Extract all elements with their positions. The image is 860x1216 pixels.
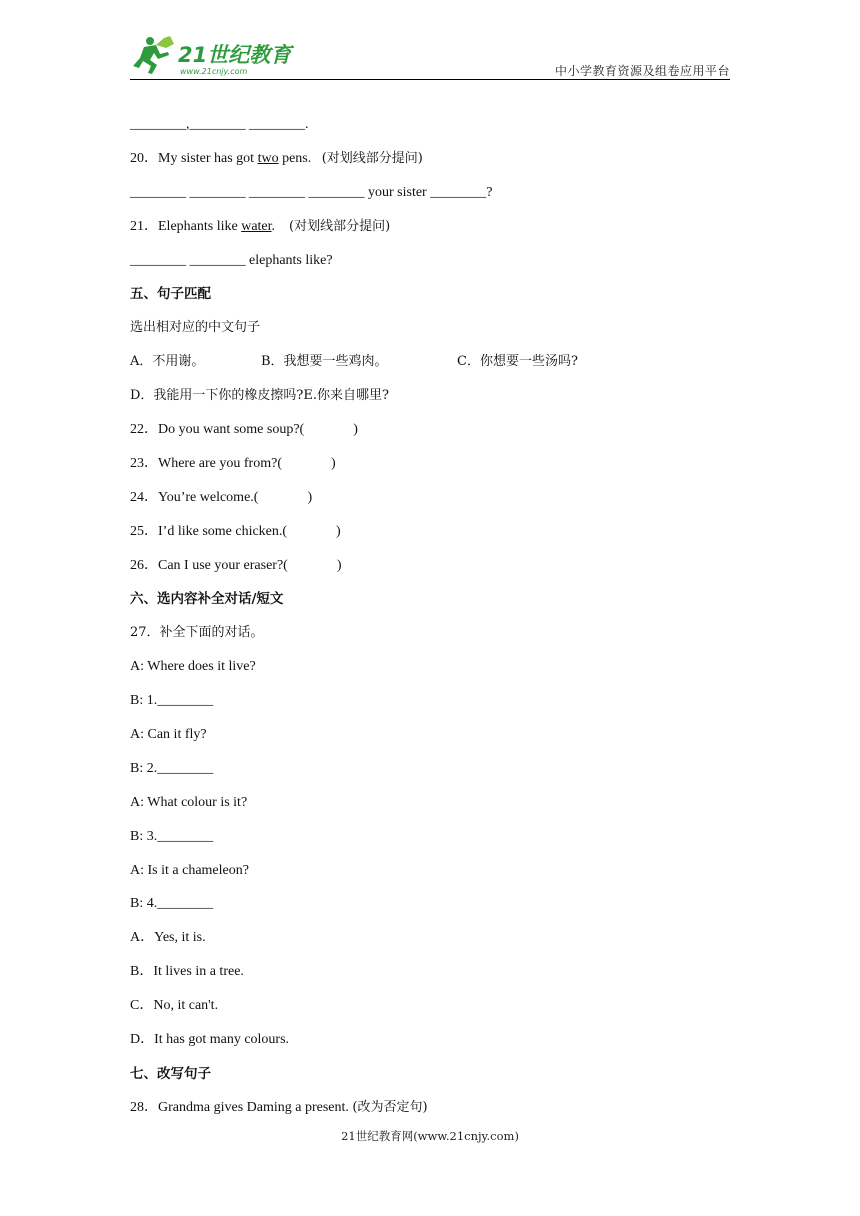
21cnjy-logo xyxy=(130,32,330,78)
dialogue-line: B: 3.________ xyxy=(130,828,214,844)
option-c: C．你想要一些汤吗? xyxy=(457,354,578,370)
question-27: 27．补全下面的对话。 xyxy=(130,625,264,641)
question-24: 24．You’re welcome.( ) xyxy=(130,489,313,505)
svg-text:www.21cnjy.com: www.21cnjy.com xyxy=(180,67,248,76)
question-20: 20．My sister has got two pens. (对划线部分提问) xyxy=(130,150,423,166)
option-b: B．我想要一些鸡肉。 xyxy=(261,354,388,370)
question-21: 21．Elephants like water. (对划线部分提问) xyxy=(130,218,391,234)
question-23: 23．Where are you from?( ) xyxy=(130,455,336,471)
option-row xyxy=(130,351,730,385)
section-heading: 五、句子匹配 xyxy=(130,286,211,303)
instruction-note: (对划线部分提问) xyxy=(289,218,391,234)
section-heading: 七、改写句子 xyxy=(130,1065,211,1082)
section-heading: 六、选内容补全对话/短文 xyxy=(130,591,284,608)
answer-blank-line: ________ ________ ________ ________ your sister ________? xyxy=(130,184,493,200)
underlined-word: water xyxy=(241,218,272,234)
question-25: 25．I’d like some chicken.( ) xyxy=(130,523,341,539)
dialogue-line: A: Is it a chameleon? xyxy=(130,862,249,878)
answer-blank-line: ________ ________ elephants like? xyxy=(130,252,333,268)
worksheet-content xyxy=(130,114,730,1131)
option-row: D．我能用一下你的橡皮擦吗?E.你来自哪里? xyxy=(130,388,389,404)
question-22: 22．Do you want some soup?( ) xyxy=(130,422,358,438)
platform-name: 中小学教育资源及组卷应用平台 xyxy=(554,64,730,78)
header-rule xyxy=(130,79,730,80)
dialogue-line: A: Where does it live? xyxy=(130,659,256,675)
dialogue-line: A: Can it fly? xyxy=(130,727,207,743)
answer-blank-line: ________,________ ________. xyxy=(130,117,309,132)
question-28: 28．Grandma gives Daming a present. (改为否定句) xyxy=(130,1099,428,1115)
dialogue-line: B: 1.________ xyxy=(130,693,214,709)
instruction-note: (改为否定句) xyxy=(352,1099,428,1115)
dialogue-line: B: 4.________ xyxy=(130,896,214,912)
page-header xyxy=(130,28,730,82)
page-footer: 21世纪教育网(www.21cnjy.com) xyxy=(341,1129,519,1143)
choice-b: B．It lives in a tree. xyxy=(130,964,244,980)
choice-d: D．It has got many colours. xyxy=(130,1032,290,1048)
underlined-word: two xyxy=(257,150,279,166)
choice-c: C．No, it can't. xyxy=(130,998,219,1014)
choice-a: A．Yes, it is. xyxy=(130,930,206,946)
dialogue-line: B: 2.________ xyxy=(130,760,214,776)
instruction-note: (对划线部分提问) xyxy=(321,150,423,166)
dialogue-line: A: What colour is it? xyxy=(130,794,248,810)
question-26: 26．Can I use your eraser?( ) xyxy=(130,557,342,573)
option-a: A．不用谢。 xyxy=(130,354,205,370)
section-instruction: 选出相对应的中文句子 xyxy=(130,320,261,336)
svg-text:21世纪教育: 21世纪教育 xyxy=(178,43,292,67)
